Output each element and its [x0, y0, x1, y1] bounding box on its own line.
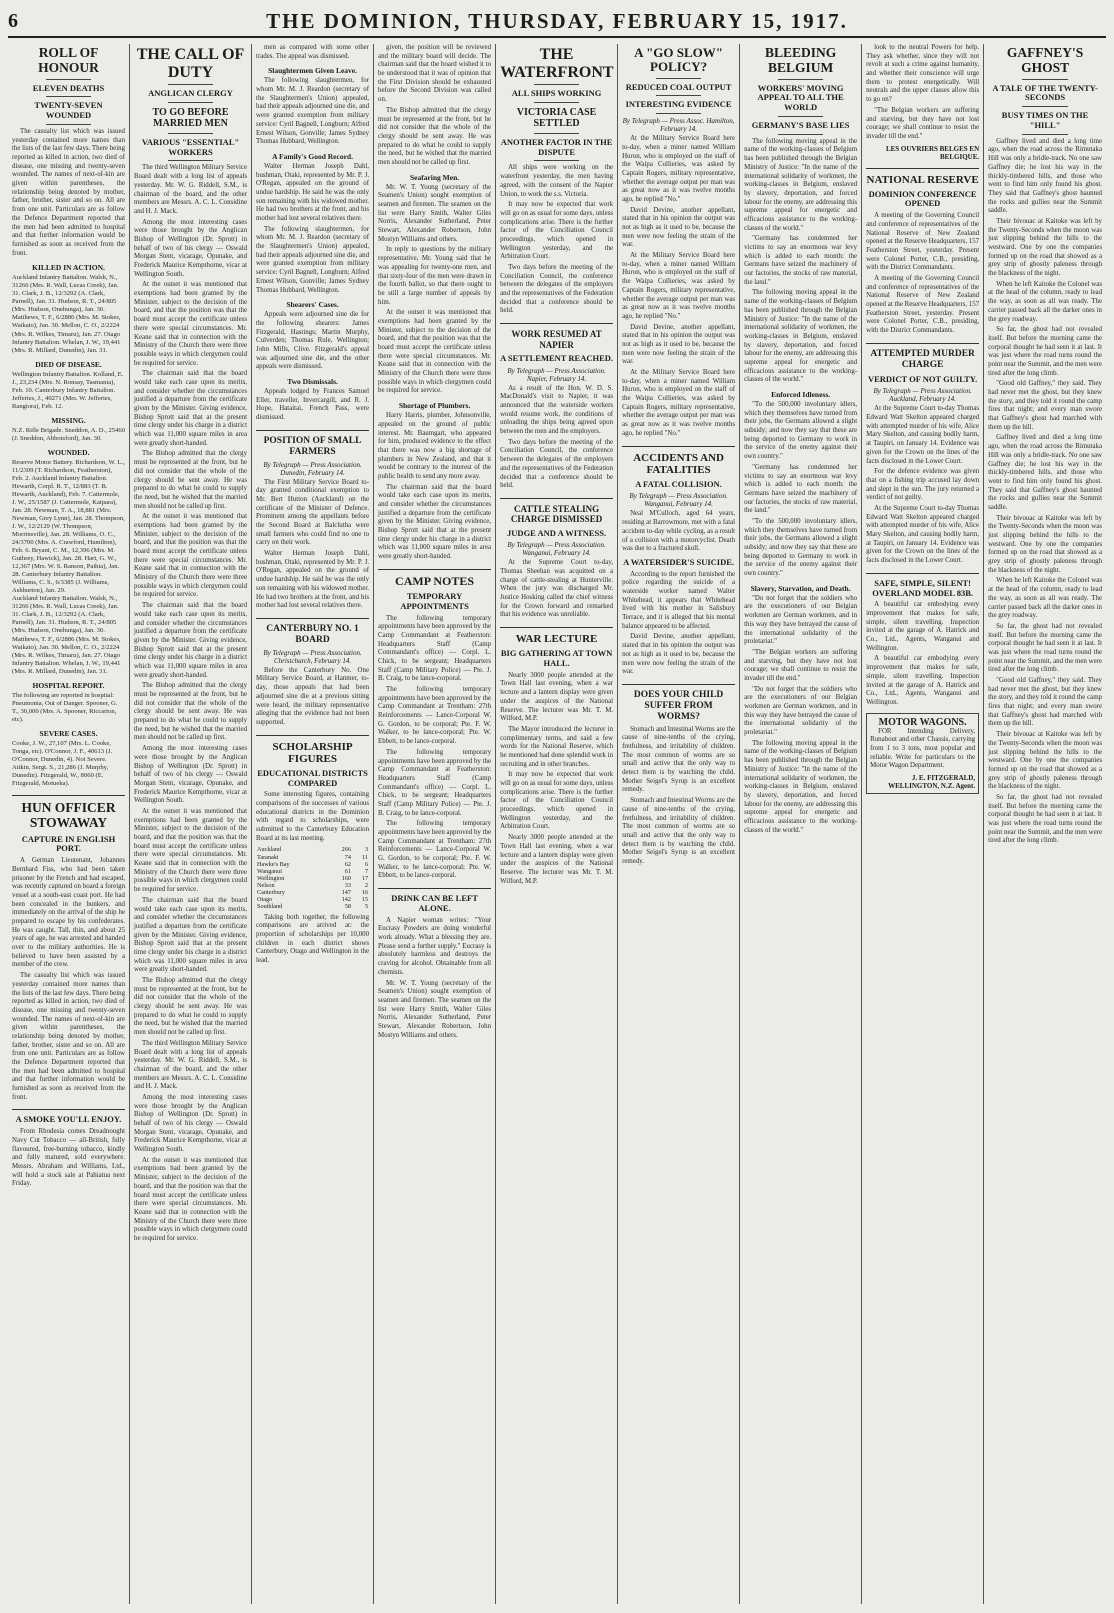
roll-intro: The casualty list which was issued yesterday contained more names than the lists of the last few days. There being reported as killed in action, two died of disease, one missing and twenty-seven wounded. The names of next-of-kin are given within parentheses, the relationship being denoted by mother, father, brother, sister and so on. All are from one unit. Particulars are as follow the Defence Department reported that the men had been admitted to hospital and that further information would be furnished as soon as received from the front.: [12, 127, 126, 257]
family-record-heading: A Family's Good Record.: [272, 151, 353, 161]
duty-sub-2: TO GO BEFORE MARRIED MEN: [152, 106, 229, 130]
drink-text-2: Mr. W. T. Young (secretary of the Seamen's Union) sought exemption of seamen and firemen. The seamen on the list were Harry Smith, Walter Giles Norris, Alexander Sutherland, Peter Stewart, Alexander Robertson, John Mostyn Williams and others.: [378, 979, 492, 1039]
napier-text-2: Two days before the meeting of the Conciliation Council, the conference between the delegates of the employers and the representatives of the Federation decided that a conference should be held.: [500, 438, 614, 490]
waterfront-heading: THE WATERFRONT: [500, 46, 614, 81]
missing-heading: MISSING.: [51, 415, 86, 425]
slavery-text-3: "Do not forget that the soldiers who are the executioners of our Belgian workmen are German workmen, and in this way they have betrayed the cause of the international solidarity of the proletariat.": [744, 685, 858, 737]
stowaway-sub: CAPTURE IN ENGLISH PORT.: [21, 833, 116, 854]
duty-p3: At the outset it was mentioned that exemptions had been granted by the Minister, subject to the decision of the board, and that the position was that the board must accept the certificate unless there were special circumstances. Mr. Keane said that in connection with the Ministry of the Church there were three possible ways in which clergymen could be required for service.: [134, 281, 248, 367]
fatal-collision-sub: A FATAL COLLISION.: [635, 478, 722, 489]
enforced-idleness-heading: Enforced Idleness.: [771, 390, 831, 399]
killed-list: Auckland Infantry Battalion. Walsh, N., 31266 (Mrs. R. Wall, Lucas Creek), Jan. 31. Clark, J. B., 12/3292 (A. Clark, Parnell), Jan. 31. Hudson, R. T., 24/805 (Mrs. Hudson, Onehunga), Jan. 30. Matthews, T. F., 6/2886 (Mrs. M. Stokes, Waikato), Jan. 30. Mellon, C. O., 2/2224 (Mrs. R. Wilkes, Timaru), Jan. 27. Otago Infantry Battalion. Whelan, J. W., 19,441 (Mrs. R. Millard, Dunedin), Jan. 31.: [12, 274, 121, 354]
stowaway-heading: HUN OFFICER STOWAWAY: [21, 799, 116, 830]
murder-charge-text: At the Supreme Court to-day Thomas Edward Watt Skelton appeared charged with attempted murder of his wife, Alice Mary Skelton, and causing bodily harm, at Taupiri, on January 14. Evidence was given for the Crown on the lines of the facts disclosed in the Lower Court.: [866, 405, 980, 465]
camp-notes-sub: TEMPORARY APPOINTMENTS: [400, 591, 469, 611]
gaffney-p3: When he left Kaitoke the Colonel was at the head of the column, ready to lead the way, as soon as all was ready. The carrier passed back all the darker ones in the grey roadway.: [988, 280, 1103, 323]
go-slow-p2: David Devine, another appellant, stated that in his opinion the output was not as high as it used to be, because the men were now feeling the strain of the war.: [622, 206, 736, 249]
table-row: Wellington 160 17: [257, 874, 369, 882]
columns: [8, 44, 1106, 1604]
hospital-heading: HOSPITAL REPORT.: [32, 680, 105, 690]
murder-charge-heading: ATTEMPTED MURDER CHARGE: [870, 348, 975, 370]
watersider-text-2: David Devine, another appellant, stated that in his opinion the output was not as high as it used to be, because the men were now feeling the strain of the war.: [622, 633, 736, 676]
belgium-sub-2: GERMANY'S BASE LIES: [751, 119, 850, 130]
war-lecture-text-4: Nearly 3000 people attended at the Town Hall last evening, when a war lecture and a lantern display were given under the auspices of the National Reserve. The lecturer was Mr. T. M. Wilford, M.P.: [500, 834, 614, 885]
cattle-heading: CATTLE STEALING CHARGE DISMISSED: [510, 503, 603, 525]
table-row: Hawke's Bay 62 6: [257, 860, 369, 868]
table-row: Canterbury 147 16: [257, 889, 369, 897]
dismissals-heading: Two Dismissals.: [287, 377, 338, 386]
duty-p14: Among the most interesting cases were those brought by the Anglican Bishop of Wellington (Dr. Sprott) in behalf of two of his clergy — Oswald Morgan Stent, vicarage, Opunake, and Frederick Maurice Kempthorne, vicar at Wellington South.: [134, 1093, 248, 1154]
go-slow-p3: At the Military Service Board here to-day, when a miner named William Huron, who is employed on the staff of the Waipa Collieries, was asked by Captain Rogers, military representative, whether the average output per man was as great now as it was twelve months ago, he replied "No.": [622, 252, 736, 320]
duty-p5: The Bishop admitted that the clergy must be represented at the front, but he did not consider that the whole of the clergy should be sent away. He was prepared to do what he could to supply the need, but he wished that the married men should not be called up first.: [134, 450, 248, 510]
family-record-text: Walter Herman Joseph Dahl, bushman, Otaki, represented by Mr. P. J. O'Regan, appealed on the ground of undue hardship. He said he was the only son remaining with his widowed mother. He had two brothers at the front, and his mother had lost several relatives there.: [256, 162, 370, 222]
belgium-p1: The following moving appeal in the name of the working-classes of Belgium has been published through the Belgian Ministry of Justice: "In the name of the international solidarity of workmen, the working-classes in Belgium, enslaved by slavery, deportation, and forced labour for the enemy, are addressing this supreme appeal for energetic and efficacious assistance to the working-classes of the world.": [744, 137, 858, 232]
roll-of-honour-heading: ROLL OF HONOUR: [38, 45, 99, 75]
col3-intro: men as compared with some other trades. The appeal was dismissed.: [256, 44, 370, 60]
camp-notes-heading: CAMP NOTES: [395, 573, 475, 588]
overland-heading: SAFE, SIMPLE, SILENT! OVERLAND MODEL 83B.: [872, 577, 974, 598]
national-reserve-heading: NATIONAL RESERVE: [866, 173, 979, 186]
napier-text: As a result of the Hon. W. D. S. MacDonald's visit to Napier, it was announced that the waterside workers would resume work, the conditions of unloading the ships being agreed upon between the men and the employers.: [500, 384, 614, 436]
duty-p13: The third Wellington Military Service Board dealt with a long list of appeals yesterday. Mr. W. G. Riddell, S.M., is chairman of the board, and the other members are Messrs. A. C. L. Considine and H. J. Mack.: [134, 1039, 248, 1091]
belgium-sub-1: WORKERS' MOVING APPEAL TO ALL THE WORLD: [757, 82, 844, 113]
fatal-collision-dateline: By Telegraph — Press Association. Wanganui, February 14.: [629, 492, 728, 509]
roll-sub-1: ELEVEN DEATHS: [32, 82, 105, 93]
seafaring-text-2: In reply to questions by the military representative, Mr. Young said that he was appealing for twenty-one men, and that sixty-four of the men were drawn in the fourth ballot, so that there ought to be still a large number of appeals by him.: [378, 246, 492, 306]
gaffney-p8: When he left Kaitoke the Colonel was at the head of the column, ready to lead the way, as soon as all was ready. The carrier passed back all the darker ones in the grey roadway.: [988, 577, 1103, 620]
small-farmers-dateline: By Telegraph — Press Association. Dunedin, February 14.: [263, 460, 362, 477]
duty-p4: The chairman said that the board would take each case upon its merits, and consider whether the circumstances justified a departure from the certificate given by the Minister. Giving evidence, Bishop Sprott said that at the present time clergy under his charge in a district which was 11,000 square miles in area were greatly short-handed.: [134, 370, 248, 447]
gaffney-p2: Their bivouac at Kaitoke was left by the Twenty-Seconds when the moon was just slipping behind the hills to the westward. One by one the companies formed up on the road that showed as a grey strip of ghostly paleness through the blackness of the night.: [988, 217, 1103, 278]
col4-p1: given, the position will be reviewed and the military board will decide. The chairman said that the board wished it to be understood that it was of opinion that the First Division should be exhausted before the Second Division was called on.: [378, 44, 492, 104]
go-slow-p5: At the Military Service Board here to-day, when a miner named William Huron, who is employed on the staff of the Waipa Collieries, was asked by Captain Rogers, military representative, whether the average output per man was as great now as it was twelve months ago, he replied "No.": [622, 369, 736, 437]
call-of-duty-heading: THE CALL OF DUTY: [136, 46, 245, 81]
watersider-text: According to the report furnished the police regarding the suicide of a waterside worker named Walter Whitehead, it appears that Whitehead lived with his mother in Salisbury Terrace, and it is alleged that his mental balance appeared to be affected.: [622, 570, 736, 630]
overland-text: A beautiful car embodying every improvement that makes for safe, simple, silent travelling. Inspection invited at the garage of A. Hatrick and Co., Ltd., Agents, Wanganui and Wellington.: [866, 601, 980, 652]
table-row: Wanganui 61 7: [257, 867, 369, 875]
war-lecture-sub: BIG GATHERING AT TOWN HALL.: [500, 648, 613, 668]
killed-heading: KILLED IN ACTION.: [32, 263, 105, 273]
shearers-heading: Shearers' Cases.: [286, 300, 339, 310]
canterbury-board-dateline: By Telegraph — Press Association. Christchurch, February 14.: [263, 648, 362, 665]
watersider-sub: A WATERSIDER'S SUICIDE.: [623, 556, 735, 567]
smoke-text: From Rhodesia comes Dreadnought Navy Cut Tobacco — all-British, fully flavoured, free-burning tobacco, kindly and fully matured, sold everywhere. Messrs. Abraham and Williams, Ltd., will hold a stock sale at Pahiatua next Friday.: [12, 1128, 126, 1188]
family-record-text-2: The following slaughtermen, for whom Mr. M. J. Reardon (secretary of the Slaughtermen's Union) appealed, had their appeals adjourned sine die, and were granted exemption from military service: Cyril Bagnell, Longburn; Alfred Ernest Wilson, Gonville; James Sydney Thomas Hubbard, Wellington.: [256, 225, 370, 294]
murder-charge-dateline: By Telegraph — Press Association. Auckland, February 14.: [873, 387, 972, 404]
scholarship-text-2: Taking both together, the following comparisons are arrived at: the proportion of scholarships per 10,000 children in each district shows Canterbury, Otago and Wellington in the lead.: [256, 913, 370, 964]
enforced-idleness-text: "To the 500,000 involuntary idlers, which they themselves have turned from their jobs, the Germans allowed a slight subsidy; and now they say that these are being deported to Germany to work in the service of the enemy against their own country.": [744, 401, 858, 461]
column-8: [862, 44, 984, 1604]
smoke-heading: A SMOKE YOU'LL ENJOY.: [15, 1114, 122, 1125]
camp-notes-text-4: The following temporary appointments have been approved by the Camp Commandant at Trentham: 27th Reinforcements — Lance-Corporal W. G. Gordon, to be corporal; Pte. F. W. Walker, to be lance-corporal; Pte. W. Ebbett, to be lance-corporal.: [378, 820, 492, 880]
duty-p10: At the outset it was mentioned that exemptions had been granted by the Minister, subject to the decision of the board, and that the position was that the board must accept the certificate unless there were special circumstances. Mr. Keane said that in connection with the Ministry of the Church there were three possible ways in which clergymen could be required for service.: [134, 807, 248, 894]
camp-notes-text-3: The following temporary appointments have been approved by the Camp Commandant at Featherston: Headquarters Staff (Camp Commandant's office) — Corpl. L. Chick, to be sergeant; Headquarters Staff (Camp Military Police) — Pte. J. B. Craig, to be lance-corporal.: [378, 748, 492, 817]
national-reserve-sub: DOMINION CONFERENCE OPENED: [868, 188, 977, 209]
column-4: [374, 44, 496, 1604]
worms-heading: DOES YOUR CHILD SUFFER FROM WORMS?: [633, 689, 724, 722]
enforced-idleness-text-3: "To the 500,000 involuntary idlers, which they themselves have turned from their jobs, the Germans allowed a slight subsidy; and now they say that these are being deported to Germany to work in the service of the enemy against their own country.": [744, 517, 858, 578]
plumbers-text: Harry Harris, plumber, Johnsonville, appealed on the ground of public interest. Mr. Baumgart, who appeared for him, produced evidence to the effect that there was now a big shortage of plumbers in New Zealand, and that it would be contrary to the interest of the public health to send any more away.: [378, 412, 492, 480]
national-reserve-text-2: A meeting of the Governing Council and conference of representatives of the National Reserve of New Zealand opened at the Reserve Headquarters, 157 Featherston Street, yesterday. Present were Colonel Porter, C.B., presiding, with the District Commandants.: [866, 275, 980, 335]
duty-p8: The Bishop admitted that the clergy must be represented at the front, but he did not consider that the whole of the clergy should be sent away. He was prepared to do what he could to supply the need, but he wished that the married men should not be called up first.: [134, 682, 248, 742]
go-slow-p1: At the Military Service Board here to-day, when a miner named William Huron, who is employed on the staff of the Waipa Collieries, was asked by Captain Rogers, military representative, whether the average output per man was as great now as it was twelve months ago, he replied "No.": [622, 135, 736, 203]
column-3: [252, 44, 374, 1604]
wounded-list-cont: Auckland Infantry Battalion. Walsh, N., 31266 (Mrs. R. Wall, Lucas Creek), Jan. 31. Clark, J. B., 12/3292 (A. Clark, Parnell), Jan. 31. Hudson, R. T., 24/805 (Mrs. Hudson, Onehunga), Jan. 30. Matthews, T. F., 6/2886 (Mrs. M. Stokes, Waikato), Jan. 30. Mellon, C. O., 2/2224 (Mrs. R. Wilkes, Timaru), Jan. 27. Otago Infantry Battalion. Whelan, J. W., 19,441 (Mrs. R. Millard, Dunedin), Jan. 31.: [12, 595, 121, 675]
overland-text-2: A beautiful car embodying every improvement that makes for safe, simple, silent travelling. Inspection invited at the garage of A. Hatrick and Co., Ltd., Agents, Wanganui and Wellington.: [866, 655, 980, 706]
duty-p6: At the outset it was mentioned that exemptions had been granted by the Minister, subject to the decision of the board, and that the position was that the board must accept the certificate unless there were special circumstances. Mr. Keane said that in connection with the Ministry of the Church there were three possible ways in which clergymen could be required for service.: [134, 513, 248, 599]
cattle-dateline: By Telegraph — Press Association. Wanganui, February 14.: [507, 541, 606, 558]
go-slow-dateline: By Telegraph — Press Assoc. Hamilton, February 14.: [622, 117, 735, 134]
fatal-collision-text: Neal M'Culloch, aged 64 years, residing at Barrowmore, met with a fatal accident to-day while cycling, as a result of a collision with a motorcyclist. Death was due to a fractured skull.: [622, 510, 736, 553]
motor-wagons-ad: [866, 713, 979, 794]
column-6: [618, 44, 740, 1604]
waterfront-sub-1: ALL SHIPS WORKING: [511, 88, 602, 99]
go-slow-sub-1: REDUCED COAL OUTPUT: [625, 81, 732, 92]
scholarship-sub: EDUCATIONAL DISTRICTS COMPARED: [257, 767, 368, 788]
belgium-p2: "Germany has condemned her victims to say an enormous war levy which is added to each month: the Germans have seized the machinery of our factories, the stocks of raw material, the land.": [744, 235, 858, 286]
belgian-workers-signature: LES OUVRIERS BELGES EN BELGIQUE.: [885, 144, 980, 161]
missing-list: N.Z. Rifle Brigade. Sneddon, A. D., 25460 (J. Sneddon, Abbotsford), Jan. 30.: [12, 426, 125, 442]
duty-sub-3: VARIOUS "ESSENTIAL" WORKERS: [141, 136, 240, 157]
seafaring-text-3: At the outset it was mentioned that exemptions had been granted by the Minister, subject to the decision of the board, and that the position was that the board must accept the certificate unless there were special circumstances. Mr. Keane said that in connection with the Ministry of the Church there were three possible ways in which clergymen could be required for service.: [378, 309, 492, 395]
gaffney-p7: Their bivouac at Kaitoke was left by the Twenty-Seconds when the moon was just slipping behind the hills to the westward. One by one the companies formed up on the road that showed as a grey strip of ghostly paleness through the blackness of the night.: [988, 514, 1103, 574]
roll-sub-2: TWENTY-SEVEN WOUNDED: [34, 100, 103, 121]
go-slow-p4: David Devine, another appellant, stated that in his opinion the output was not as high as it used to be, because the men were now feeling the strain of the war.: [622, 323, 736, 366]
gaffney-p10: "Good old Gaffney," they said. They had never met the ghost, but they knew the story, and they told it round the camp fires that night; and every man swore that Gaffney's ghost had marched with them up the hill.: [988, 677, 1103, 728]
waterfront-sub-3: ANOTHER FACTOR IN THE DISPUTE: [500, 136, 613, 157]
gaffney-p4: So far, the ghost had not revealed itself. But before the morning came the corporal thought he had seen it at last. It was just where the road turns round the point near the Summit, and the men were tired after the long climb.: [988, 326, 1103, 377]
seafaring-text: Mr. W. T. Young (secretary of the Seamen's Union) sought exemption of seamen and firemen. The seamen on the list were Harry Smith, Walter Giles Norris, Alexander Sutherland, Peter Stewart, Alexander Robertson, John Mostyn Williams and others.: [378, 183, 492, 243]
wounded-list: Reserve Motor Battery. Richardson, W. L., 11/2309 (T. Richardson, Featherston), Feb. 2. Auckland Infantry Battalion. Hewarth, Corpl. R. T., 12/883 (T. B. Hewarth, Auckland), Feb. 7. Cattermole, J. W., 25/1587 (J. Cattermole, Kaipara), Jan. 28. Newman, T. A., 18,881 (Mrs. Newman, Grey Lynn), Jan. 28. Thompson, J. W., 12/2129 (W. Thompson, Morrinsville), Jan. 28. Williams, O. C., 24/3700 (Mrs. A. Crawford, Hamilton), Feb. 6. Bryant, C. M., 12,396 (Mrs. M. Guthrey, Hawick), Jan. 28. Hart, G. W., 12,367 (Mrs. W. S. Ranson, Paihia), Jan. 28. Canterbury Infantry Battalion. Williams, C. S., 6/3385 (J. Williams, Ashburton), Jan. 29.: [12, 458, 125, 595]
worms-text: Stomach and Intestinal Worms are the cause of nine-tenths of the crying, fretfulness, and irritability of children. The most common of worms are so small and active that the only way to detect them is by watching the child. Mother Seigel's Syrup is an excellent remedy.: [622, 725, 736, 794]
duty-p2: Among the most interesting cases were those brought by the Anglican Bishop of Wellington (Dr. Sprott) in behalf of two of his clergy — Oswald Morgan Stent, vicarage, Opunake, and Frederick Maurice Kempthorne, vicar at Wellington South.: [134, 218, 248, 278]
cattle-text: At the Supreme Court to-day, Thomas Sheehan was acquitted on a charge of cattle-stealing at Hunterville. When the jury was discharged Mr. Justice Hosking called the chief witness for the Crown forward and remarked that his evidence was unreliable.: [500, 559, 614, 619]
severe-text: Cooke, J. W., 27,107 (Mrs. L. Cooke, Tonga, etc). O'Connor, J. F., 40613 (J. O'Connor, Dunedin, 4). Not Severe. Aitkin, Sergt. S., 21,286 (J. Murphy, Dunedin). Fitzgerald, W., 8060 (E. Fitzgerald, Motueka).: [12, 739, 113, 787]
enforced-idleness-text-2: "Germany has condemned her victims to say an enormous war levy which is added to each month: the Germans have seized the machinery of our factories, the stocks of raw material, the land.": [744, 463, 858, 515]
duty-p12: The Bishop admitted that the clergy must be represented at the front, but he did not consider that the whole of the clergy should be sent away. He was prepared to do what he could to supply the need, but he wished that the married men should not be called up first.: [134, 977, 248, 1037]
war-lecture-text-3: It may now be expected that work will go on as usual for some days, unless complications arise. There is the further factor of the Conciliation Council proceedings, which opened in Wellington yesterday, and the Arbitration Court.: [500, 771, 614, 831]
murder-charge-sub: VERDICT OF NOT GUILTY.: [867, 373, 978, 384]
napier-heading: WORK RESUMED AT NAPIER: [511, 329, 602, 350]
gaffney-p6: Gaffney lived and died a long time ago, when the road across the Rimutaka Hill was only a bridle-track. No one saw Gaffney die; he lost his way in the thickly-timbered hills, and those who went to find him only found his ghost. They said that Gaffney's ghost haunted the rocks and gullies near the Summit saddle.: [988, 434, 1103, 511]
napier-sub: A SETTLEMENT REACHED.: [500, 352, 614, 363]
murder-charge-text-2: For the defence evidence was given that on a fishing trip accused lay down and slept in the sun. The jury returned a verdict of not guilty.: [866, 468, 980, 502]
page-number: 6: [8, 9, 18, 32]
column-5: [496, 44, 618, 1604]
camp-notes-text: The following temporary appointments have been approved by the Camp Commandant at Featherston: Headquarters Staff (Camp Commandant's office) — Corpl. L. Chick, to be sergeant; Headquarters Staff (Camp Military Police) — Pte. J. B. Craig, to be lance-corporal.: [378, 614, 492, 683]
table-row: Taranaki 74 11: [257, 853, 369, 861]
napier-dateline: By Telegraph — Press Association. Napier, February 14.: [507, 366, 606, 383]
waterfront-sub-2: VICTORIA CASE SETTLED: [516, 106, 597, 130]
gaffney-sub-2: BUSY TIMES ON THE "HILL": [1001, 110, 1089, 130]
duty-p7: The chairman said that the board would take each case upon its merits, and consider whether the circumstances justified a departure from the certificate given by the Minister. Giving evidence, Bishop Sprott said that at the present time clergy under his charge in a district which was 11,000 square miles in area were greatly short-handed.: [134, 602, 248, 679]
duty-p9: Among the most interesting cases were those brought by the Anglican Bishop of Wellington (Dr. Sprott) in behalf of two of his clergy — Oswald Morgan Stent, vicarage, Opunake, and Frederick Maurice Kempthorne, vicar at Wellington South.: [134, 745, 248, 805]
slaughtermen-text: The following slaughtermen, for whom Mr. M. J. Reardon (secretary of the Slaughtermen's Union) appealed, had their appeals adjourned sine die, and were granted exemption from military service: Cyril Bagnell, Longburn; Alfred Ernest Wilson, Gonville; James Sydney Thomas Hubbard, Wellington.: [256, 77, 370, 146]
table-row: Auckland 266 3: [257, 846, 369, 854]
died-heading: DIED OF DISEASE.: [35, 359, 102, 369]
accidents-heading: ACCIDENTS AND FATALITIES: [633, 451, 724, 476]
cattle-sub: JUDGE AND A WITNESS.: [507, 527, 607, 538]
gaffney-p9: So far, the ghost had not revealed itself. But before the morning came the corporal thought he had seen it at last. It was just where the road turns round the point near the Summit, and the men were tired after the long climb.: [988, 622, 1103, 674]
died-list: Wellington Infantry Battalion. Kolland, E. J., 23,234 (Mrs. N. Ronsay, Tasmania), Feb. 10. Canterbury Infantry Battalion. Jefferies, J., 40271 (Mrs. W. Jefferies, Rangiora), Feb. 12.: [12, 370, 124, 410]
drink-text: A Napier woman writes: "Your Eucrasy Powders are doing wonderful work already. What a blessing they are. Please send a further supply." Eucrasy is absolutely harmless and destroys the craving for alcohol. Obtainable from all chemists.: [378, 916, 492, 976]
duty-p15: At the outset it was mentioned that exemptions had been granted by the Minister, subject to the decision of the board, and that the position was that the board must accept the certificate unless there were special circumstances. Mr. Keane said that in connection with the Ministry of the Church there were three possible ways in which clergymen could be required for service.: [134, 1156, 248, 1242]
small-farmers-text: The First Military Service Board to-day granted conditional exemption to Mr. Bert Hutton (Auckland) on the certificate of the Minister of Defence. Prominent among the appellants before the Second Board at Balclutha were small farmers who could find no one to carry on their work.: [256, 478, 370, 547]
small-farmers-text-2: Walter Herman Joseph Dahl, bushman, Otaki, represented by Mr. P. J. O'Regan, appealed on the ground of undue hardship. He said he was the only son remaining with his widowed mother. He had two brothers at the front, and his mother had lost several relatives there.: [256, 550, 370, 610]
stowaway-text-2: The casualty list which was issued yesterday contained more names than the lists of the last few days. There being reported as killed in action, two died of disease, one missing and twenty-seven wounded. The names of next-of-kin are given within parentheses, the relationship being denoted by mother, father, brother, sister and so on. All are from one unit. Particulars are as follow the Defence Department reported that the men had been admitted to hospital and that further information would be furnished as soon as received from the front.: [12, 972, 126, 1101]
gaffney-p11: Their bivouac at Kaitoke was left by the Twenty-Seconds when the moon was just slipping behind the hills to the westward. One by one the companies formed up on the road that showed as a grey strip of ghostly paleness through the blackness of the night.: [988, 731, 1103, 791]
table-row: Nelson 33 2: [257, 882, 369, 890]
scholarship-text: Some interesting figures, containing comparisons of the successes of various educational districts in the Dominion with regard to scholarships, were submitted to the Canterbury Education Board at its last meeting.: [256, 791, 370, 842]
wounded-heading: WOUNDED.: [47, 447, 90, 457]
scholarship-table: [256, 846, 369, 910]
column-1: [8, 44, 130, 1604]
column-7: [740, 44, 862, 1604]
waterfront-p3: Two days before the meeting of the Conciliation Council, the conference between the delegates of the employers and the representatives of the Federation decided that a conference should be held.: [500, 264, 614, 315]
go-slow-heading: A "GO SLOW" POLICY?: [634, 45, 723, 75]
canterbury-board-heading: CANTERBURY NO. 1 BOARD: [266, 623, 359, 645]
duty-p1: The third Wellington Military Service Board dealt with a long list of appeals yesterday. Mr. W. G. Riddell, S.M., is chairman of the board, and the other members are Messrs. A. C. L. Considine and H. J. Mack.: [134, 164, 248, 215]
camp-notes-text-2: The following temporary appointments have been approved by the Camp Commandant at Trentham: 27th Reinforcements — Lance-Corporal W. G. Gordon, to be corporal; Pte. F. W. Walker, to be lance-corporal; Pte. W. Ebbett, to be lance-corporal.: [378, 686, 492, 746]
slavery-text-4: The following moving appeal in the name of the working-classes of Belgium has been published through the Belgian Ministry of Justice: "In the name of the international solidarity of workmen, the working-classes in Belgium, enslaved by slavery, deportation, and forced labour for the enemy, are addressing this supreme appeal for energetic and efficacious assistance to the working-classes of the world.": [744, 739, 858, 834]
slavery-text-2: "The Belgian workers are suffering and starving, but they have not lost courage; we shall continue to resist the invader till the end.": [744, 648, 858, 682]
column-2: [130, 44, 252, 1604]
drink-heading: DRINK CAN BE LEFT ALONE.: [391, 893, 478, 913]
masthead: [8, 6, 1106, 38]
gaffney-p12: So far, the ghost had not revealed itself. But before the morning came the corporal thought he had seen it at last. It was just where the road turns round the point near the Summit, and the men were tired after the long climb.: [988, 793, 1103, 845]
worms-text-2: Stomach and Intestinal Worms are the cause of nine-tenths of the crying, fretfulness, and irritability of children. The most common of worms are so small and active that the only way to detect them is by watching the child. Mother Seigel's Syrup is an excellent remedy.: [622, 797, 736, 865]
waterfront-p2: It may now be expected that work will go on as usual for some days, unless complications arise. There is the further factor of the Conciliation Council proceedings, which opened in Wellington yesterday, and the Arbitration Court.: [500, 201, 614, 261]
waterfront-p1: All ships were working on the waterfront yesterday, the men having agreed, with the consent of the Napier Union, to work the s.s. Victoria.: [500, 164, 614, 198]
col8-p1b: "The Belgian workers are suffering and starving, but they have not lost courage; we shall continue to resist the invader till the end.": [866, 106, 980, 140]
hospital-text: The following are reported in hospital: Pneumonia, Out of Danger. Spooner, G. T., 30,000 (Mrs. A. Spooner, Riccarton, etc).: [12, 691, 118, 723]
war-lecture-heading: WAR LECTURE: [515, 633, 598, 646]
column-9: [984, 44, 1106, 1604]
plumbers-heading: Shortage of Plumbers.: [398, 401, 471, 411]
motor-wagons-signature: J. E. FITZGERALD, WELLINGTON, N.Z. Agent.: [888, 774, 976, 791]
slavery-heading: Slavery, Starvation, and Death.: [750, 583, 851, 593]
motor-wagons-title: MOTOR WAGONS.: [878, 716, 967, 728]
gaffney-heading: GAFFNEY'S GHOST: [1006, 45, 1084, 75]
plumbers-text-2: The chairman said that the board would take each case upon its merits, and consider whether the circumstances justified a departure from the certificate given by the Minister. Giving evidence, Bishop Sprott said that at the present time clergy under his charge in a district which was 11,000 square miles in area were greatly short-handed.: [378, 483, 492, 561]
seafaring-heading: Seafaring Men.: [409, 172, 460, 182]
severe-heading: SEVERE CASES.: [39, 728, 98, 738]
newspaper-title: THE DOMINION, THURSDAY, FEBRUARY 15, 1917.: [266, 8, 848, 33]
national-reserve-text: A meeting of the Governing Council and conference of representatives of the National Reserve of New Zealand opened at the Reserve Headquarters, 157 Featherston Street, yesterday. Present were Colonel Porter, C.B., presiding, with the District Commandants.: [866, 212, 980, 272]
gaffney-p5: "Good old Gaffney," they said. They had never met the ghost, but they knew the story, and they told it round the camp fires that night; and every man swore that Gaffney's ghost had marched with them up the hill.: [988, 380, 1103, 431]
murder-charge-text-3: At the Supreme Court to-day Thomas Edward Watt Skelton appeared charged with attempted murder of his wife, Alice Mary Skelton, and causing bodily harm, at Taupiri, on January 14. Evidence was given for the Crown on the lines of the facts disclosed in the Lower Court.: [866, 504, 980, 565]
canterbury-board-text: Before the Canterbury No. One Military Service Board, at Hanmer, to-day, those appeals that had been adjourned sine die at a previous sitting were heard, the military representative alleging that the evidence had not been supported.: [256, 666, 370, 726]
gaffney-sub-1: A TALE OF THE TWENTY-SECONDS: [992, 82, 1098, 103]
small-farmers-heading: POSITION OF SMALL FARMERS: [263, 435, 362, 457]
slaughtermen-heading: Slaughtermen Given Leave.: [268, 66, 358, 76]
duty-p11: The chairman said that the board would take each case upon its merits, and consider whether the circumstances justified a departure from the certificate given by the Minister. Giving evidence, Bishop Sprott said that at the present time clergy under his charge in a district which was 11,000 square miles in area were greatly short-handed.: [134, 896, 248, 974]
gaffney-p1: Gaffney lived and died a long time ago, when the road across the Rimutaka Hill was only a bridle-track. No one saw Gaffney die; he lost his way in the thickly-timbered hills, and those who went to find him only found his ghost. They said that Gaffney's ghost haunted the rocks and gullies near the Summit saddle.: [988, 137, 1103, 215]
belgium-p3: The following moving appeal in the name of the working-classes of Belgium has been published through the Belgian Ministry of Justice: "In the name of the international solidarity of workmen, the working-classes in Belgium, enslaved by slavery, deportation, and forced labour for the enemy, are addressing this supreme appeal for energetic and efficacious assistance to the working-classes of the world.": [744, 289, 858, 384]
belgium-heading: BLEEDING BELGIUM: [764, 45, 837, 75]
table-row: Otago 142 15: [257, 896, 369, 904]
duty-sub-1: ANGLICAN CLERGY: [148, 88, 233, 99]
slavery-text: "Do not forget that the soldiers who are the executioners of our Belgian workmen are German workmen, and in this way they have betrayed the cause of the international solidarity of the proletariat.": [744, 594, 858, 646]
shearers-text: Appeals were adjourned sine die for the following shearers: James Fitzgerald, Hastings; Martin Murphy, Culverden; Thomas Rule, Wellington; John Mills, Clive. Fitzgerald's appeal was adjourned sine die, and the other appeals were dismissed.: [256, 311, 370, 371]
col4-p1b: The Bishop admitted that the clergy must be represented at the front, but he did not consider that the whole of the clergy should be sent away. He was prepared to do what he could to supply the need, but he wished that the married men should not be called up first.: [378, 106, 492, 166]
go-slow-sub-2: INTERESTING EVIDENCE: [625, 99, 732, 110]
col8-p1: look to the neutral Powers for help. They ask whether, since they will not revolt at such a crime against humanity, and whether their conscience will urge them to protest energetically. Will neutrals and the upper classes allow this to go on?: [866, 44, 980, 104]
stowaway-text: A German Lieutenant, Johannes Bernhard Fiss, who had been taken prisoner by the French and had escaped, was recently captured on board a foreign vessel at a south-east coast port. He had been concealed in the bunkers, and immediately on the arrival of the ship he prepared to escape by his confederates. He was caught. Tall, thin, and about 25 years of age, he was arrested and handed over to the military authorities. He is believed to have been assisted by a member of the crew.: [12, 857, 126, 969]
war-lecture-text-2: The Mayor introduced the lecturer in complimentary terms, and said a few words for the National Reserve, which he mentioned had done splendid work in recruiting and in other branches.: [500, 725, 614, 768]
motor-wagons-text: FOR Intending Delivery, Runabout and other Chassis, carrying from 1 to 3 tons, most popular and reliable. Write for particulars to the Motor Wagon Department.: [870, 727, 976, 770]
table-row: Southland 58 5: [257, 903, 369, 911]
scholarship-heading: SCHOLARSHIP FIGURES: [272, 740, 353, 765]
war-lecture-text: Nearly 3000 people attended at the Town Hall last evening, when a war lecture and a lantern display were given under the auspices of the National Reserve. The lecturer was Mr. T. M. Wilford, M.P.: [500, 671, 614, 723]
dismissals-text: Appeals lodged by Frances Samuel Eller, traveller, Invercargill, and R. J. Hope, Hataitai, French Pass, were dismissed.: [256, 388, 370, 422]
